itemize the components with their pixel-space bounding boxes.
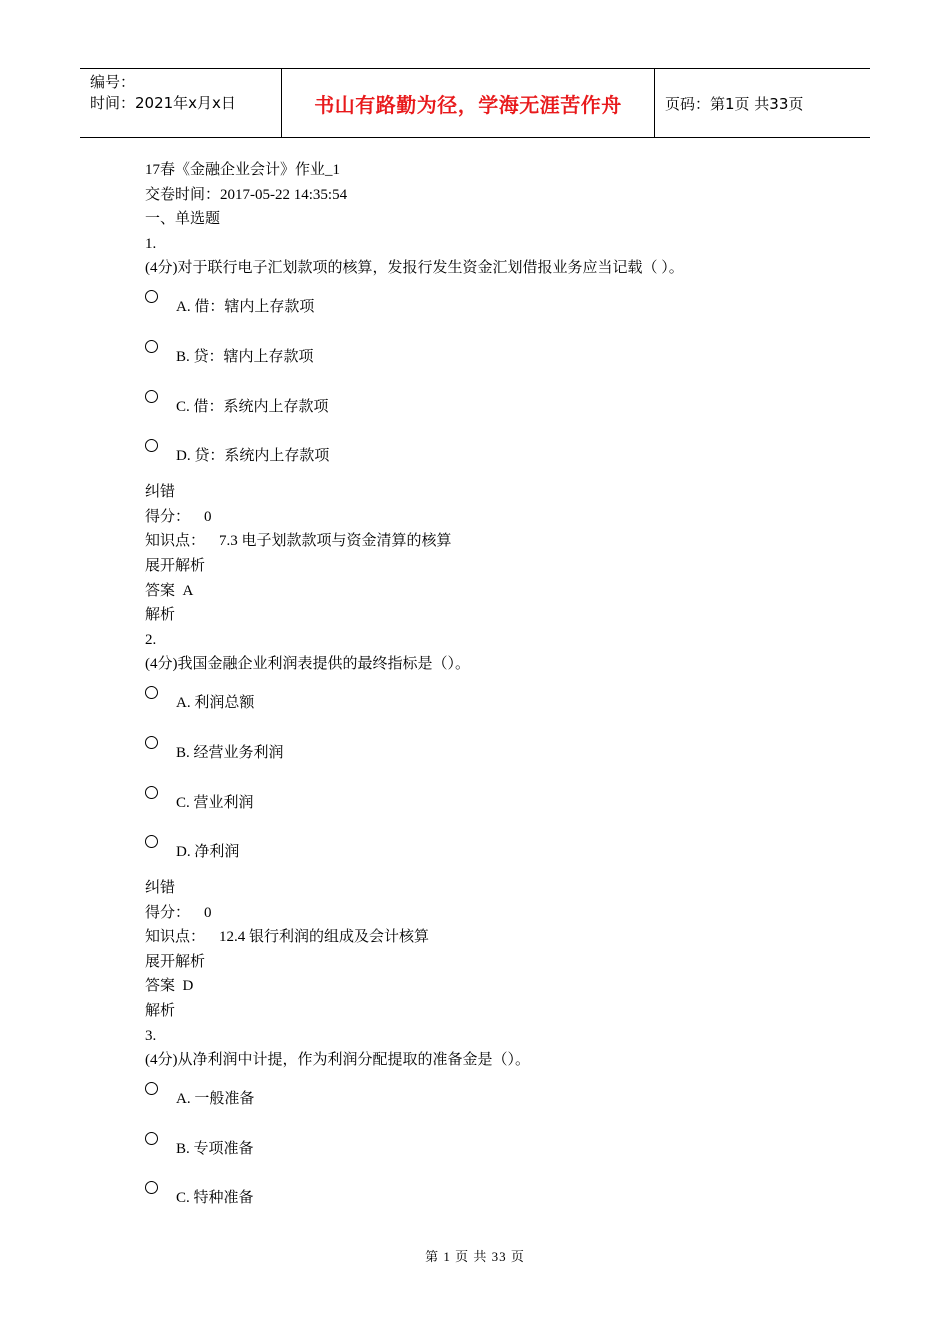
header-motto: 书山有路勤为径，学海无涯苦作舟 xyxy=(282,69,655,137)
score-label: 得分： xyxy=(145,508,191,525)
radio-button[interactable] xyxy=(145,1132,158,1145)
radio-button[interactable] xyxy=(145,835,158,848)
radio-button[interactable] xyxy=(145,686,158,699)
question-2 xyxy=(145,628,845,1024)
score-value: 0 xyxy=(204,904,212,921)
option-a[interactable] xyxy=(145,1073,845,1123)
option-label: B. 贷：辖内上存款项 xyxy=(176,348,314,365)
question-number: 3. xyxy=(145,1027,157,1044)
option-label: A. 利润总额 xyxy=(176,694,255,711)
question-3 xyxy=(145,1024,845,1223)
knowledge-line xyxy=(145,925,845,950)
radio-button[interactable] xyxy=(145,1082,158,1095)
option-d[interactable] xyxy=(145,430,845,480)
question-stem: (4分)我国金融企业利润表提供的最终指标是（）。 xyxy=(145,656,470,673)
submit-time: 交卷时间：2017-05-22 14:35:54 xyxy=(145,186,348,203)
question-1 xyxy=(145,232,845,628)
option-label: A. 借：辖内上存款项 xyxy=(176,298,315,315)
expand-analysis-link[interactable]: 展开解析 xyxy=(145,953,206,970)
knowledge-value: 12.4 银行利润的组成及会计核算 xyxy=(219,929,430,946)
code-label: 编号： xyxy=(90,73,136,91)
question-stem: (4分)从净利润中计提，作为利润分配提取的准备金是（）。 xyxy=(145,1052,530,1069)
expand-analysis-link[interactable]: 展开解析 xyxy=(145,557,206,574)
score-value: 0 xyxy=(204,508,212,525)
knowledge-value: 7.3 电子划款款项与资金清算的核算 xyxy=(219,533,452,550)
score-line xyxy=(145,505,845,530)
answer-value: D xyxy=(182,978,194,995)
question-number: 1. xyxy=(145,235,157,252)
option-c[interactable] xyxy=(145,1172,845,1222)
knowledge-label: 知识点： xyxy=(145,533,206,550)
radio-button[interactable] xyxy=(145,390,158,403)
radio-button[interactable] xyxy=(145,736,158,749)
option-label: C. 借：系统内上存款项 xyxy=(176,398,329,415)
option-label: D. 净利润 xyxy=(176,844,240,861)
answer-line xyxy=(145,579,845,604)
radio-button[interactable] xyxy=(145,290,158,303)
radio-button[interactable] xyxy=(145,340,158,353)
knowledge-line xyxy=(145,529,845,554)
option-c[interactable] xyxy=(145,777,845,827)
radio-button[interactable] xyxy=(145,1181,158,1194)
page-header xyxy=(80,68,870,138)
document-title: 17春《金融企业会计》作业_1 xyxy=(145,162,341,178)
option-label: B. 经营业务利润 xyxy=(176,744,284,761)
answer-label: 答案 xyxy=(145,978,176,995)
option-label: B. 专项准备 xyxy=(176,1140,254,1157)
question-stem: (4分)对于联行电子汇划款项的核算，发报行发生资金汇划借报业务应当记载（ ）。 xyxy=(145,260,684,277)
score-label: 得分： xyxy=(145,904,191,921)
option-label: C. 特种准备 xyxy=(176,1190,254,1207)
correction-link[interactable]: 纠错 xyxy=(145,484,176,501)
knowledge-label: 知识点： xyxy=(145,929,206,946)
analysis-label: 解析 xyxy=(145,1003,176,1020)
option-label: C. 营业利润 xyxy=(176,794,254,811)
option-a[interactable] xyxy=(145,677,845,727)
analysis-label: 解析 xyxy=(145,607,176,624)
answer-line xyxy=(145,974,845,999)
section-heading: 一、单选题 xyxy=(145,211,221,228)
option-b[interactable] xyxy=(145,331,845,381)
correction-link[interactable]: 纠错 xyxy=(145,880,176,897)
header-info xyxy=(80,69,282,137)
radio-button[interactable] xyxy=(145,786,158,799)
option-label: D. 贷：系统内上存款项 xyxy=(176,448,330,465)
page-footer: 第 1 页 共 33 页 xyxy=(425,1249,525,1264)
option-d[interactable] xyxy=(145,826,845,876)
answer-label: 答案 xyxy=(145,582,176,599)
option-label: A. 一般准备 xyxy=(176,1090,255,1107)
date-label: 时间：2021年x月x日 xyxy=(90,94,236,112)
answer-value: A xyxy=(182,582,194,599)
option-c[interactable] xyxy=(145,381,845,431)
score-line xyxy=(145,901,845,926)
option-b[interactable] xyxy=(145,1123,845,1173)
option-a[interactable] xyxy=(145,281,845,331)
header-page-number: 页码：第1页 共33页 xyxy=(665,94,804,113)
option-b[interactable] xyxy=(145,727,845,777)
radio-button[interactable] xyxy=(145,439,158,452)
question-number: 2. xyxy=(145,631,157,648)
document-body xyxy=(145,158,845,1222)
